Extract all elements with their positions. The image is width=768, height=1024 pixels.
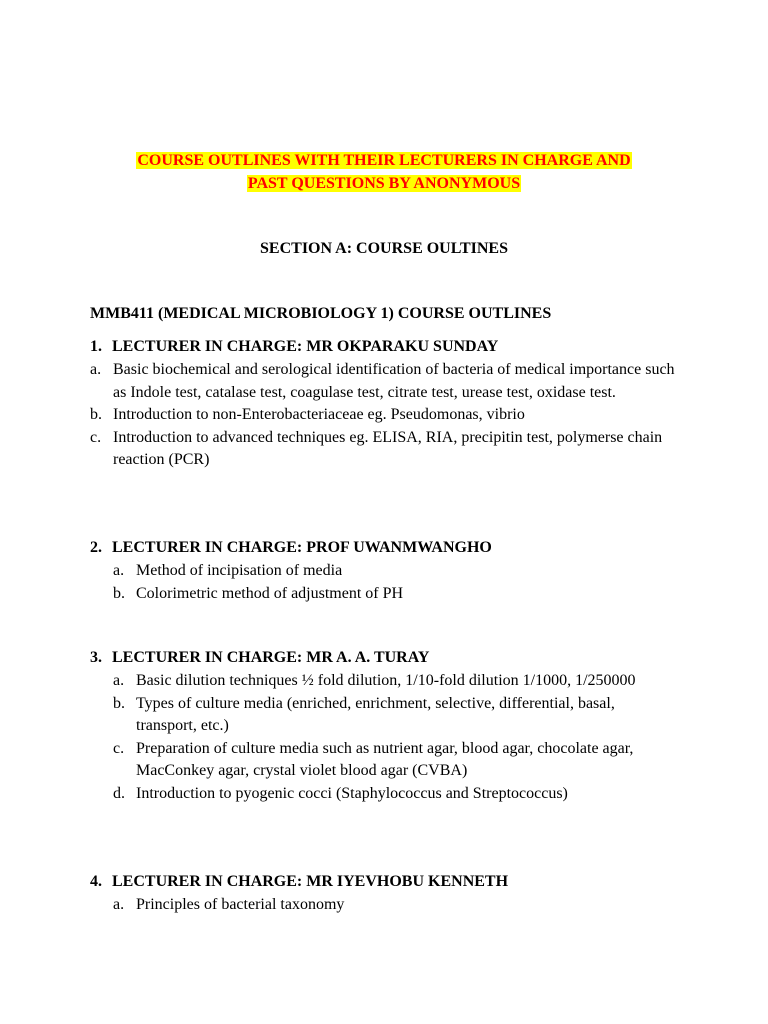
- lecturer-name: LECTURER IN CHARGE: MR A. A. TURAY: [112, 649, 430, 666]
- list-item: d. Introduction to pyogenic cocci (Staphylococcus and Streptococcus): [113, 784, 568, 802]
- list-item: b. Colorimetric method of adjustment of PH: [113, 584, 404, 602]
- title-line-2: PAST QUESTIONS BY ANONYMOUS: [247, 175, 521, 192]
- lecturer-heading-3: [90, 649, 429, 667]
- document-title: [0, 149, 768, 195]
- lecturer-name: LECTURER IN CHARGE: MR IYEVHOBU KENNETH: [112, 873, 509, 890]
- list-item: a. Principles of bacterial taxonomy: [113, 896, 345, 913]
- list-item: c. Preparation of culture media such as nutrient agar, blood agar, chocolate agar, MacConkey agar, crystal violet blood agar (CVBA): [113, 739, 634, 779]
- lecturer-number: 2.: [90, 539, 102, 556]
- list-item: b. Types of culture media (enriched, enrichment, selective, differential, basal, transport, etc.): [113, 694, 615, 734]
- lecturer-name: LECTURER IN CHARGE: PROF UWANMWANGHO: [112, 539, 492, 556]
- lecturer-3-topics: [113, 670, 656, 805]
- lecturer-name: LECTURER IN CHARGE: MR OKPARAKU SUNDAY: [112, 338, 499, 355]
- list-item: a. Basic dilution techniques ½ fold dilution, 1/10-fold dilution 1/1000, 1/250000: [113, 672, 636, 689]
- lecturer-1-topics: [90, 359, 688, 472]
- lecturer-heading-4: [90, 873, 508, 891]
- section-heading: SECTION A: COURSE OULTINES: [260, 240, 508, 257]
- lecturer-heading-2: [90, 539, 492, 557]
- list-item: a. Method of incipisation of media: [113, 562, 343, 579]
- lecturer-number: 1.: [90, 338, 102, 355]
- list-item: b. Introduction to non-Enterobacteriaceae eg. Pseudomonas, vibrio: [90, 406, 525, 423]
- lecturer-4-topics: [113, 894, 688, 917]
- lecturer-2-topics: [113, 560, 688, 605]
- list-item: c. Introduction to advanced techniques eg. ELISA, RIA, precipitin test, polymerse chain reaction (PCR): [90, 428, 663, 468]
- lecturer-number: 4.: [90, 873, 102, 890]
- list-item: a. Basic biochemical and serological identification of bacteria of medical importance such as Indole test, catalase test, coagulase test, citrate test, urease test, oxidase test.: [90, 361, 675, 401]
- title-line-1: COURSE OUTLINES WITH THEIR LECTURERS IN CHARGE AND: [137, 152, 631, 169]
- lecturer-number: 3.: [90, 649, 102, 666]
- lecturer-heading-1: [90, 338, 498, 356]
- course-heading: MMB411 (MEDICAL MICROBIOLOGY 1) COURSE OUTLINES: [90, 305, 552, 322]
